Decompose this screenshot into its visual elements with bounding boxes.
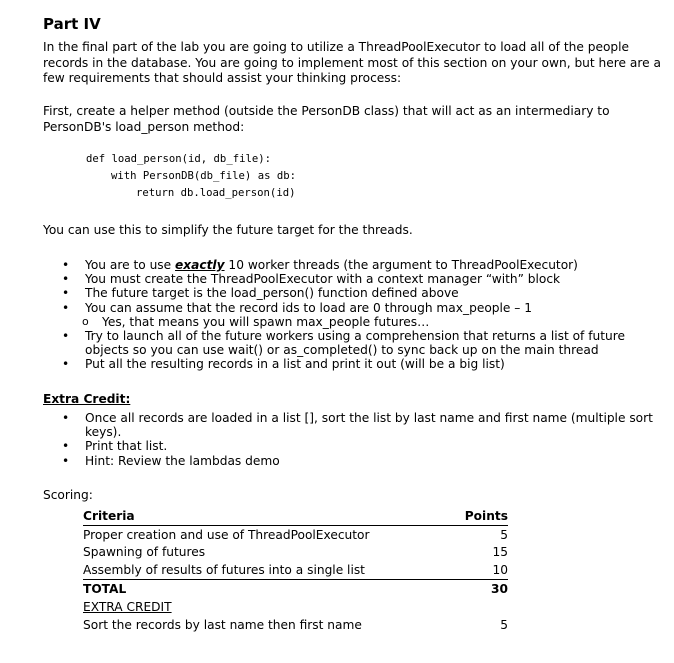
code-line-2: with PersonDB(db_file) as db: (111, 170, 296, 182)
points-cell: 5 (500, 527, 508, 542)
requirement-item: • You must create the ThreadPoolExecutor with a context manager “with” block (62, 272, 662, 286)
total-label: TOTAL (83, 582, 127, 597)
requirement-subitem: o Yes, that means you will spawn max_people futures… (62, 315, 662, 329)
section-heading: Part IV (43, 15, 101, 33)
scoring-table (83, 507, 508, 634)
table-header-row (83, 507, 508, 525)
criteria-cell: Proper creation and use of ThreadPoolExecutor (83, 527, 370, 542)
extra-credit-item: • Print that list. (62, 439, 662, 453)
requirement-item: • You can assume that the record ids to load are 0 through max_people – 1 (62, 301, 662, 315)
total-points: 30 (491, 582, 508, 597)
requirement-item: • Put all the resulting records in a list and print it out (will be a big list) (62, 357, 662, 371)
total-row (83, 580, 508, 598)
requirement-text: 10 worker threads (the argument to ThreadPoolExecutor) (224, 258, 578, 272)
requirements-list (62, 258, 662, 372)
requirement-item (62, 258, 662, 272)
requirement-item: • The future target is the load_person() function defined above (62, 286, 662, 300)
code-line-1: def load_person(id, db_file): (86, 153, 271, 165)
extra-credit-item: • Once all records are loaded in a list [], sort the list by last name and first name (multiple sort keys). (62, 411, 662, 439)
helper-paragraph: First, create a helper method (outside the PersonDB class) that will act as an intermediary to PersonDB's load_person method: (43, 104, 610, 134)
table-row (83, 616, 508, 634)
criteria-cell: Sort the records by last name then first name (83, 617, 362, 632)
extra-credit-list (62, 411, 662, 468)
criteria-cell: Spawning of futures (83, 545, 206, 560)
extra-credit-label-row (83, 598, 508, 616)
extra-credit-label: EXTRA CREDIT (83, 599, 172, 614)
intro-paragraph: In the final part of the lab you are going to utilize a ThreadPoolExecutor to load all of the people records in the database. You are going to implement most of this section on your own, but here are a few requirements that should assist your thinking process: (43, 40, 661, 85)
emphasis-exactly: exactly (175, 258, 225, 272)
extra-credit-title: Extra Credit: (43, 392, 131, 406)
requirement-text: You are to use (85, 258, 176, 272)
requirement-item: • Try to launch all of the future workers using a comprehension that returns a list of future objects so you can use wait() or as_completed() to sync back up on the main thread (62, 329, 662, 357)
points-cell: 10 (452, 561, 508, 579)
points-cell: 5 (500, 617, 508, 632)
simplify-note: You can use this to simplify the future target for the threads. (43, 223, 413, 237)
extra-credit-item: • Hint: Review the lambdas demo (62, 454, 662, 468)
table-row (83, 525, 508, 543)
scoring-label: Scoring: (43, 488, 93, 502)
criteria-cell: Assembly of results of futures into a single list (83, 561, 452, 579)
criteria-header: Criteria (83, 507, 452, 525)
points-header: Points (452, 507, 508, 525)
code-line-3: return db.load_person(id) (136, 187, 296, 199)
points-cell: 15 (492, 545, 508, 560)
table-row (83, 544, 508, 562)
table-row (83, 561, 508, 579)
